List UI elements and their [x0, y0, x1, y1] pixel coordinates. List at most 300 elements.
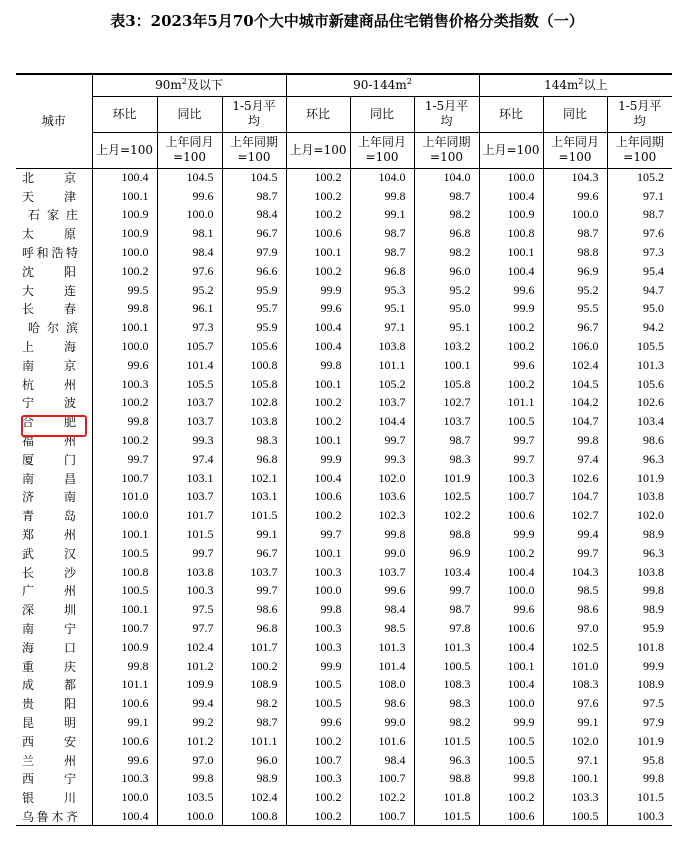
value-cell: 100.6: [479, 506, 543, 525]
table-row: [16, 544, 672, 563]
value-cell: 100.2: [286, 506, 350, 525]
value-cell: 100.4: [479, 262, 543, 281]
value-cell: 104.2: [543, 394, 607, 413]
value-cell: 104.7: [543, 488, 607, 507]
value-cell: 97.7: [157, 619, 222, 638]
value-cell: 100.1: [286, 431, 350, 450]
value-cell: 101.0: [543, 657, 607, 676]
value-cell: 97.1: [350, 318, 414, 337]
subcolumn-header: 同比: [350, 96, 414, 132]
value-cell: 100.5: [92, 544, 157, 563]
value-cell: 100.4: [479, 638, 543, 657]
value-cell: 99.4: [157, 694, 222, 713]
value-cell: 101.8: [607, 638, 672, 657]
value-cell: 100.0: [479, 582, 543, 601]
value-cell: 98.3: [414, 694, 479, 713]
value-cell: 100.2: [479, 318, 543, 337]
value-cell: 99.8: [92, 657, 157, 676]
value-cell: 104.7: [543, 412, 607, 431]
value-cell: 100.5: [479, 732, 543, 751]
city-cell: 杭州: [22, 377, 76, 392]
table-row: [16, 657, 672, 676]
subcolumn-header: 1-5月平均: [414, 96, 479, 132]
value-cell: 100.0: [92, 506, 157, 525]
value-cell: 100.2: [479, 544, 543, 563]
value-cell: 99.2: [157, 713, 222, 732]
value-cell: 98.3: [414, 450, 479, 469]
value-cell: 98.5: [543, 582, 607, 601]
value-cell: 100.0: [157, 807, 222, 826]
value-cell: 100.1: [479, 657, 543, 676]
value-cell: 100.2: [286, 394, 350, 413]
value-cell: 97.1: [543, 751, 607, 770]
value-cell: 95.7: [222, 300, 286, 319]
value-cell: 100.2: [286, 262, 350, 281]
value-cell: 100.9: [92, 206, 157, 225]
value-cell: 104.5: [543, 375, 607, 394]
value-cell: 99.8: [286, 600, 350, 619]
value-cell: 98.7: [543, 224, 607, 243]
value-cell: 99.6: [286, 713, 350, 732]
city-cell: 天津: [22, 189, 76, 204]
value-cell: 101.3: [414, 638, 479, 657]
value-cell: 100.4: [92, 807, 157, 826]
value-cell: 100.4: [286, 318, 350, 337]
table-body: [16, 168, 672, 826]
city-cell: 成都: [22, 678, 76, 693]
value-cell: 104.3: [543, 168, 607, 187]
table-row: [16, 224, 672, 243]
city-cell: 银川: [22, 791, 76, 806]
value-cell: 100.0: [543, 206, 607, 225]
value-cell: 95.4: [607, 262, 672, 281]
value-cell: 100.1: [92, 600, 157, 619]
value-cell: 98.8: [543, 243, 607, 262]
value-cell: 99.6: [350, 582, 414, 601]
city-cell: 广州: [22, 584, 76, 599]
value-cell: 100.4: [479, 676, 543, 695]
value-cell: 99.8: [350, 525, 414, 544]
value-cell: 99.6: [92, 751, 157, 770]
value-cell: 104.5: [222, 168, 286, 187]
value-cell: 105.6: [222, 337, 286, 356]
value-cell: 96.6: [222, 262, 286, 281]
table-row: [16, 337, 672, 356]
table-row: [16, 206, 672, 225]
value-cell: 105.8: [222, 375, 286, 394]
table-row: [16, 450, 672, 469]
value-cell: 97.6: [157, 262, 222, 281]
value-cell: 99.6: [157, 187, 222, 206]
city-cell: 贵阳: [22, 697, 76, 712]
value-cell: 99.9: [286, 450, 350, 469]
city-cell: 大连: [22, 283, 76, 298]
value-cell: 102.1: [222, 469, 286, 488]
city-cell: 乌鲁木齐: [16, 807, 92, 826]
city-cell: 宁波: [22, 396, 76, 411]
value-cell: 95.9: [222, 281, 286, 300]
value-cell: 99.7: [414, 582, 479, 601]
value-cell: 100.2: [92, 262, 157, 281]
value-cell: 100.1: [286, 243, 350, 262]
value-cell: 99.1: [350, 206, 414, 225]
value-cell: 100.1: [414, 356, 479, 375]
value-cell: 101.5: [157, 525, 222, 544]
value-cell: 100.2: [286, 807, 350, 826]
value-cell: 103.7: [157, 488, 222, 507]
value-cell: 100.2: [479, 375, 543, 394]
value-cell: 103.4: [607, 412, 672, 431]
value-cell: 95.8: [607, 751, 672, 770]
value-cell: 105.2: [607, 168, 672, 187]
group-header-large: $144m^2$以上: [479, 74, 672, 96]
value-cell: 99.6: [92, 356, 157, 375]
city-cell: 北京: [22, 171, 76, 186]
value-cell: 101.5: [414, 732, 479, 751]
table-row: [16, 488, 672, 507]
value-cell: 99.8: [92, 300, 157, 319]
value-cell: 98.7: [350, 224, 414, 243]
value-cell: 100.5: [92, 582, 157, 601]
value-cell: 100.2: [286, 788, 350, 807]
value-cell: 103.7: [350, 563, 414, 582]
value-cell: 100.2: [286, 732, 350, 751]
value-cell: 102.4: [222, 788, 286, 807]
value-cell: 99.8: [479, 770, 543, 789]
value-cell: 109.9: [157, 676, 222, 695]
table-row: [16, 412, 672, 431]
value-cell: 100.3: [92, 770, 157, 789]
value-cell: 100.1: [286, 544, 350, 563]
value-cell: 105.8: [414, 375, 479, 394]
value-cell: 98.7: [607, 206, 672, 225]
city-cell: 哈尔滨: [28, 321, 78, 336]
value-cell: 98.8: [414, 525, 479, 544]
value-cell: 96.3: [607, 450, 672, 469]
value-cell: 103.8: [222, 412, 286, 431]
value-cell: 96.8: [222, 450, 286, 469]
value-cell: 95.9: [607, 619, 672, 638]
value-cell: 96.7: [222, 224, 286, 243]
value-cell: 100.3: [286, 563, 350, 582]
table-row: [16, 638, 672, 657]
value-cell: 103.4: [414, 563, 479, 582]
value-cell: 99.8: [350, 187, 414, 206]
value-cell: 100.0: [479, 168, 543, 187]
value-cell: 100.5: [286, 694, 350, 713]
value-cell: 100.4: [286, 337, 350, 356]
value-cell: 103.7: [414, 412, 479, 431]
value-cell: 103.8: [350, 337, 414, 356]
value-cell: 103.5: [157, 788, 222, 807]
city-cell: 西安: [22, 734, 76, 749]
value-cell: 94.2: [607, 318, 672, 337]
value-cell: 99.6: [479, 600, 543, 619]
value-cell: 95.3: [350, 281, 414, 300]
value-cell: 101.1: [350, 356, 414, 375]
value-cell: 98.4: [350, 600, 414, 619]
value-cell: 101.3: [350, 638, 414, 657]
city-cell: 合肥: [22, 415, 76, 430]
value-cell: 100.9: [92, 638, 157, 657]
subcolumn-header: 同比: [543, 96, 607, 132]
value-cell: 102.0: [350, 469, 414, 488]
value-cell: 100.2: [286, 412, 350, 431]
value-cell: 97.5: [607, 694, 672, 713]
city-cell: 石家庄: [28, 208, 78, 223]
value-cell: 100.0: [286, 582, 350, 601]
city-cell: 昆明: [22, 716, 76, 730]
city-cell: 上海: [22, 340, 76, 355]
value-cell: 99.9: [479, 713, 543, 732]
value-cell: 105.5: [157, 375, 222, 394]
subcolumn-header: 环比: [92, 96, 157, 132]
value-cell: 100.8: [92, 563, 157, 582]
value-cell: 100.6: [479, 807, 543, 826]
value-cell: 97.4: [543, 450, 607, 469]
base-header: 上年同月=100: [157, 132, 222, 168]
value-cell: 97.6: [607, 224, 672, 243]
value-cell: 101.5: [222, 506, 286, 525]
value-cell: 100.3: [286, 770, 350, 789]
city-cell: 呼和浩特: [22, 246, 78, 261]
table-row: [16, 300, 672, 319]
value-cell: 99.9: [607, 657, 672, 676]
value-cell: 99.6: [286, 300, 350, 319]
subcolumn-header: 1-5月平均: [222, 96, 286, 132]
value-cell: 101.3: [607, 356, 672, 375]
value-cell: 98.3: [222, 431, 286, 450]
value-cell: 97.3: [157, 318, 222, 337]
value-cell: 102.7: [414, 394, 479, 413]
value-cell: 100.1: [92, 187, 157, 206]
value-cell: 96.3: [607, 544, 672, 563]
value-cell: 101.7: [157, 506, 222, 525]
value-cell: 103.7: [157, 394, 222, 413]
value-cell: 101.9: [607, 732, 672, 751]
city-cell: 福州: [22, 434, 76, 449]
value-cell: 99.8: [92, 412, 157, 431]
value-cell: 102.6: [607, 394, 672, 413]
value-cell: 100.8: [479, 224, 543, 243]
subcolumn-header: 环比: [286, 96, 350, 132]
value-cell: 103.7: [157, 412, 222, 431]
value-cell: 100.0: [92, 788, 157, 807]
value-cell: 99.1: [543, 713, 607, 732]
value-cell: 99.8: [157, 770, 222, 789]
value-cell: 100.0: [92, 243, 157, 262]
value-cell: 98.2: [414, 206, 479, 225]
group-header-small: $90m^2$及以下: [92, 74, 286, 96]
value-cell: 97.8: [414, 619, 479, 638]
city-cell: 兰州: [22, 753, 76, 768]
value-cell: 96.9: [543, 262, 607, 281]
value-cell: 95.1: [350, 300, 414, 319]
value-cell: 103.6: [350, 488, 414, 507]
value-cell: 97.6: [543, 694, 607, 713]
value-cell: 95.2: [543, 281, 607, 300]
value-cell: 100.8: [222, 356, 286, 375]
value-cell: 101.2: [157, 732, 222, 751]
value-cell: 95.2: [414, 281, 479, 300]
value-cell: 96.0: [414, 262, 479, 281]
value-cell: 104.0: [350, 168, 414, 187]
value-cell: 99.7: [222, 582, 286, 601]
table-row: [16, 356, 672, 375]
value-cell: 97.5: [157, 600, 222, 619]
value-cell: 100.1: [543, 770, 607, 789]
table-row: [16, 375, 672, 394]
base-header: 上年同期=100: [222, 132, 286, 168]
value-cell: 100.9: [479, 206, 543, 225]
value-cell: 100.5: [543, 807, 607, 826]
value-cell: 100.3: [607, 807, 672, 826]
subcolumn-header: 环比: [479, 96, 543, 132]
value-cell: 98.4: [157, 243, 222, 262]
value-cell: 97.3: [607, 243, 672, 262]
value-cell: 95.2: [157, 281, 222, 300]
table-row: [16, 525, 672, 544]
value-cell: 102.0: [543, 732, 607, 751]
city-cell: 太原: [22, 227, 76, 242]
value-cell: 100.2: [286, 206, 350, 225]
city-cell: 厦门: [22, 452, 76, 467]
table-row: [16, 506, 672, 525]
table-row: [16, 582, 672, 601]
value-cell: 96.8: [350, 262, 414, 281]
value-cell: 99.8: [286, 356, 350, 375]
value-cell: 98.9: [607, 525, 672, 544]
value-cell: 99.7: [479, 450, 543, 469]
city-cell: 青岛: [22, 509, 76, 524]
value-cell: 98.6: [222, 600, 286, 619]
base-header: 上年同期=100: [607, 132, 672, 168]
value-cell: 101.4: [157, 356, 222, 375]
value-cell: 100.4: [479, 187, 543, 206]
table-row: [16, 619, 672, 638]
value-cell: 99.6: [543, 187, 607, 206]
value-cell: 99.3: [157, 431, 222, 450]
value-cell: 103.2: [414, 337, 479, 356]
value-cell: 100.0: [157, 206, 222, 225]
value-cell: 108.3: [414, 676, 479, 695]
city-cell: 深圳: [22, 603, 76, 618]
value-cell: 101.9: [414, 469, 479, 488]
value-cell: 99.7: [157, 544, 222, 563]
value-cell: 102.5: [414, 488, 479, 507]
table-row: [16, 713, 672, 732]
value-cell: 98.6: [543, 600, 607, 619]
value-cell: 97.0: [543, 619, 607, 638]
value-cell: 102.5: [543, 638, 607, 657]
value-cell: 101.7: [222, 638, 286, 657]
value-cell: 108.3: [543, 676, 607, 695]
value-cell: 98.8: [414, 770, 479, 789]
value-cell: 98.5: [350, 619, 414, 638]
value-cell: 101.4: [350, 657, 414, 676]
value-cell: 98.7: [414, 431, 479, 450]
value-cell: 103.8: [607, 488, 672, 507]
value-cell: 101.1: [222, 732, 286, 751]
city-cell: 济南: [22, 490, 76, 505]
value-cell: 96.3: [414, 751, 479, 770]
table-row: [16, 600, 672, 619]
value-cell: 105.2: [350, 375, 414, 394]
value-cell: 100.2: [479, 788, 543, 807]
base-header: 上年同月=100: [543, 132, 607, 168]
value-cell: 100.2: [286, 187, 350, 206]
value-cell: 99.5: [92, 281, 157, 300]
city-cell: 海口: [22, 640, 76, 655]
value-cell: 105.6: [607, 375, 672, 394]
value-cell: 102.8: [222, 394, 286, 413]
value-cell: 102.4: [157, 638, 222, 657]
value-cell: 101.5: [414, 807, 479, 826]
table-row: [16, 431, 672, 450]
table-row: [16, 732, 672, 751]
value-cell: 100.1: [479, 243, 543, 262]
base-header: 上年同月=100: [350, 132, 414, 168]
table-row: [16, 262, 672, 281]
value-cell: 100.7: [350, 770, 414, 789]
value-cell: 100.5: [479, 751, 543, 770]
value-cell: 99.8: [607, 582, 672, 601]
value-cell: 99.8: [543, 431, 607, 450]
value-cell: 99.8: [607, 770, 672, 789]
value-cell: 99.6: [479, 281, 543, 300]
value-cell: 100.6: [92, 732, 157, 751]
value-cell: 98.2: [222, 694, 286, 713]
value-cell: 99.9: [479, 525, 543, 544]
value-cell: 100.2: [222, 657, 286, 676]
value-cell: 99.7: [350, 431, 414, 450]
value-cell: 95.1: [414, 318, 479, 337]
value-cell: 99.7: [286, 525, 350, 544]
value-cell: 98.2: [414, 713, 479, 732]
value-cell: 100.7: [92, 469, 157, 488]
value-cell: 100.1: [286, 375, 350, 394]
value-cell: 100.3: [286, 638, 350, 657]
value-cell: 95.5: [543, 300, 607, 319]
city-cell: 沈阳: [22, 264, 76, 279]
value-cell: 103.1: [222, 488, 286, 507]
value-cell: 94.7: [607, 281, 672, 300]
value-cell: 98.7: [222, 713, 286, 732]
value-cell: 99.7: [543, 544, 607, 563]
value-cell: 102.2: [414, 506, 479, 525]
base-header: 上月=100: [479, 132, 543, 168]
table-row: [16, 770, 672, 789]
city-cell: 郑州: [22, 528, 76, 543]
value-cell: 103.1: [157, 469, 222, 488]
city-cell: 西宁: [22, 772, 76, 787]
value-cell: 97.0: [157, 751, 222, 770]
value-cell: 96.9: [414, 544, 479, 563]
value-cell: 96.1: [157, 300, 222, 319]
value-cell: 100.1: [92, 525, 157, 544]
value-cell: 103.8: [157, 563, 222, 582]
value-cell: 98.6: [607, 431, 672, 450]
value-cell: 103.8: [607, 563, 672, 582]
value-cell: 98.4: [350, 751, 414, 770]
value-cell: 100.3: [92, 375, 157, 394]
value-cell: 104.5: [157, 168, 222, 187]
value-cell: 98.7: [222, 187, 286, 206]
value-cell: 100.5: [414, 657, 479, 676]
table-title: 表3：2023年5月70个大中城市新建商品住宅销售价格分类指数（一）: [110, 12, 584, 30]
value-cell: 100.0: [479, 694, 543, 713]
value-cell: 100.2: [92, 431, 157, 450]
